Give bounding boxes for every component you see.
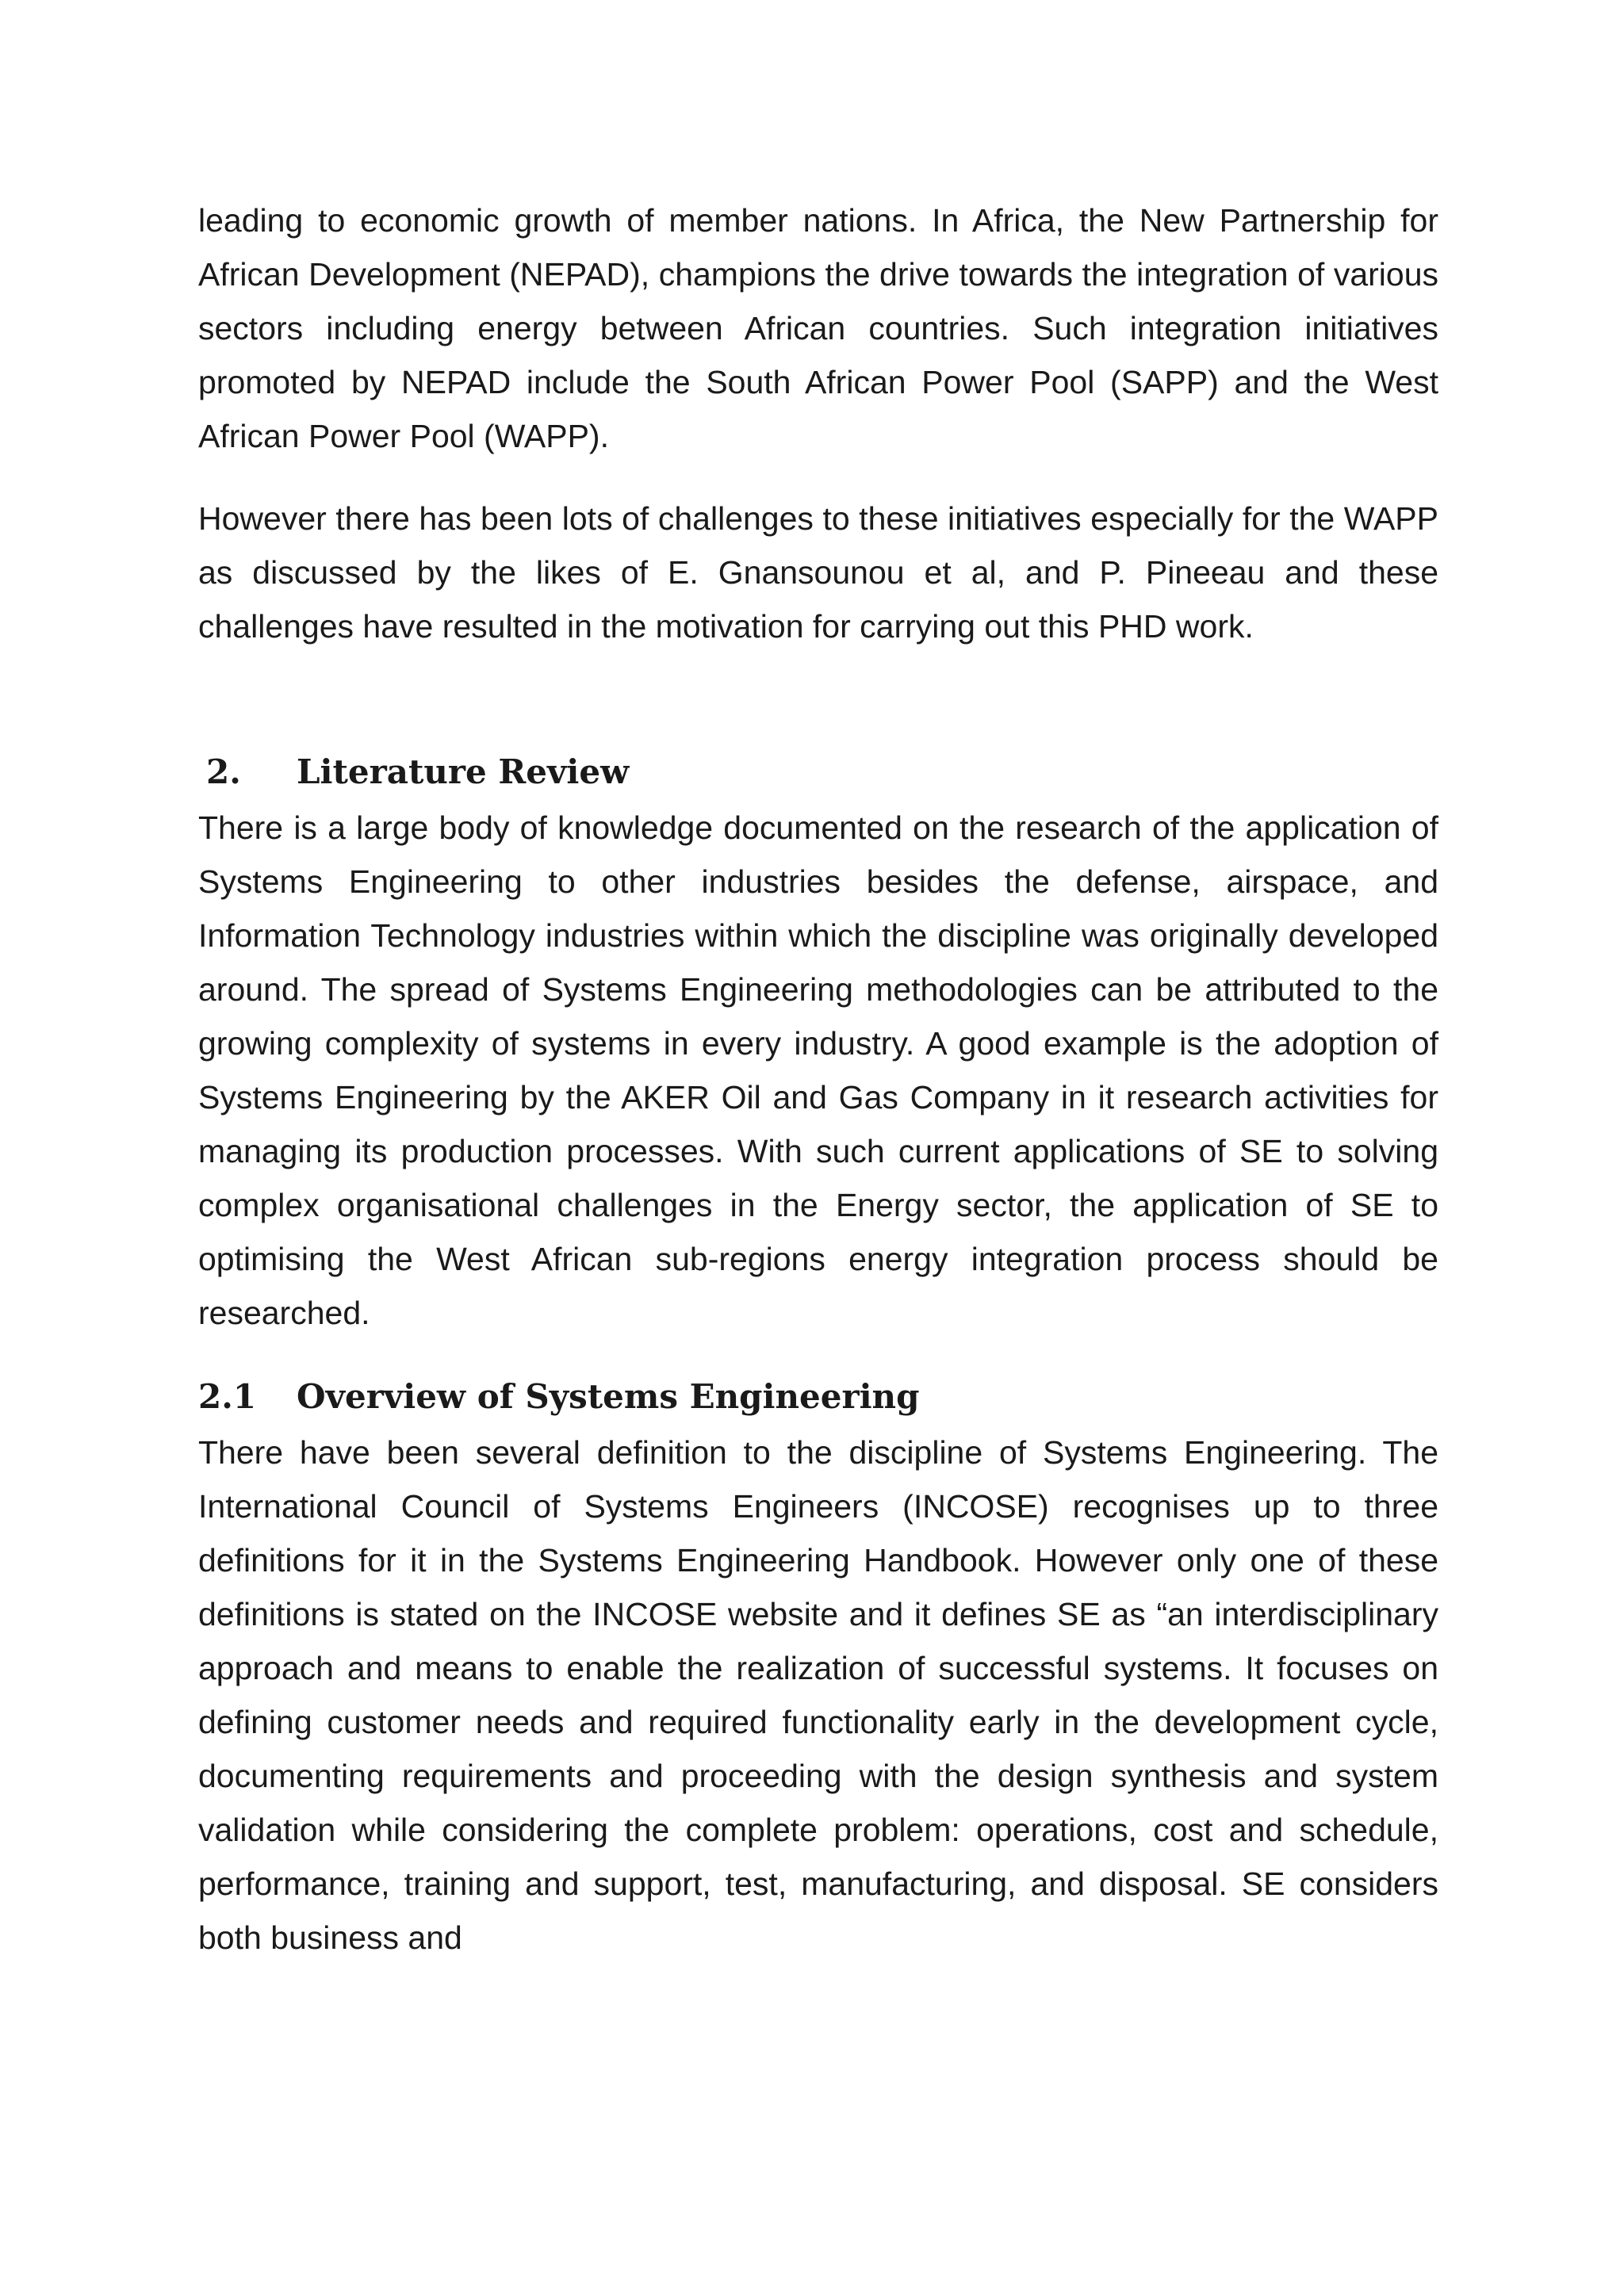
section-number: 2. (206, 752, 241, 791)
intro-paragraph-1: leading to economic growth of member nations. In Africa, the New Partnership for African Development (NEPAD), champions the drive towards the integration of various sectors including energy between African countries. Such integration initiatives promoted by NEPAD include the South African Power Pool (SAPP) and the West African Power Pool (WAPP). (198, 202, 1438, 454)
intro-paragraph-2: However there has been lots of challenges to these initiatives especially for the WAPP as discussed by the likes of E. Gnansounou et al, and P. Pineeau and these challenges have resulted in the motivation for carrying out this PHD work. (198, 500, 1438, 645)
subsection-title: Overview of Systems Engineering (297, 1377, 920, 1416)
document-page (198, 193, 1438, 1965)
section-heading-overview-se (198, 1368, 1438, 1425)
section-heading-literature-review (198, 744, 1438, 801)
section-title: Literature Review (297, 752, 630, 791)
subsection-number: 2.1 (198, 1377, 257, 1416)
overview-se-paragraph: There have been several definition to the discipline of Systems Engineering. The International Council of Systems Engineers (INCOSE) recognises up to three definitions for it in the Systems Engineering Handbook. However only one of these definitions is stated on the INCOSE website and it defines SE as “an interdisciplinary approach and means to enable the realization of successful systems. It focuses on defining customer needs and required functionality early in the development cycle, documenting requirements and proceeding with the design synthesis and system validation while considering the complete problem: operations, cost and schedule, performance, training and support, test, manufacturing, and disposal. SE considers both business and (198, 1434, 1438, 1956)
literature-review-paragraph: There is a large body of knowledge documented on the research of the application of Systems Engineering to other industries besides the defense, airspace, and Information Technology industries within which the discipline was originally developed around. The spread of Systems Engineering methodologies can be attributed to the growing complexity of systems in every industry. A good example is the adoption of Systems Engineering by the AKER Oil and Gas Company in it research activities for managing its production processes. With such current applications of SE to solving complex organisational challenges in the Energy sector, the application of SE to optimising the West African sub-regions energy integration process should be researched. (198, 809, 1438, 1331)
